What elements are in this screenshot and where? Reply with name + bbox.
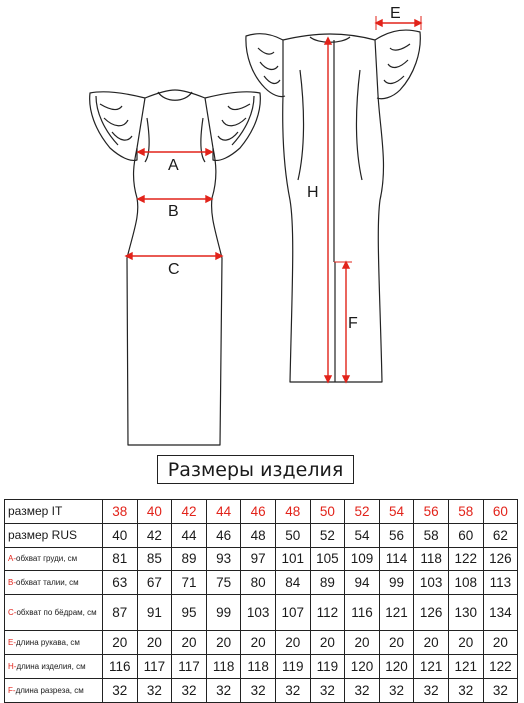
table-cell: 89: [310, 571, 345, 595]
table-row: [5, 500, 518, 524]
table-cell: 32: [103, 678, 138, 702]
table-cell: 58: [448, 500, 483, 524]
table-row: [5, 654, 518, 678]
table-cell: 32: [448, 678, 483, 702]
table-cell: 54: [379, 500, 414, 524]
table-cell: 121: [414, 654, 449, 678]
label-b: B: [168, 203, 179, 220]
label-h: H: [307, 184, 319, 201]
table-cell: 46: [241, 500, 276, 524]
back-sleeve-right: [375, 30, 420, 99]
table-cell: 113: [483, 571, 518, 595]
table-cell: 116: [345, 595, 380, 631]
table-cell: 42: [137, 523, 172, 547]
table-cell: 117: [137, 654, 172, 678]
table-cell: 20: [483, 631, 518, 655]
label-a: A: [168, 157, 179, 174]
table-cell: 87: [103, 595, 138, 631]
table-cell: 40: [137, 500, 172, 524]
table-cell: 99: [379, 571, 414, 595]
row-label: [5, 500, 103, 524]
table-cell: 108: [448, 571, 483, 595]
label-e: E: [390, 5, 401, 22]
label-c: C: [168, 261, 180, 278]
table-cell: 32: [414, 678, 449, 702]
table-cell: 118: [206, 654, 241, 678]
row-label-text: обхват по бёдрам, см: [16, 608, 97, 618]
table-cell: 42: [172, 500, 207, 524]
table-cell: 103: [414, 571, 449, 595]
table-row: [5, 523, 518, 547]
table-cell: 48: [241, 523, 276, 547]
back-sleeve-left: [246, 34, 285, 97]
table-cell: 56: [414, 500, 449, 524]
table-cell: 71: [172, 571, 207, 595]
table-cell: 67: [137, 571, 172, 595]
table-cell: 122: [483, 654, 518, 678]
table-cell: 52: [310, 523, 345, 547]
row-label: [5, 523, 103, 547]
table-row: [5, 631, 518, 655]
table-cell: 20: [414, 631, 449, 655]
table-cell: 107: [275, 595, 310, 631]
table-cell: 97: [241, 547, 276, 571]
row-letter: В-: [8, 578, 16, 588]
table-cell: 32: [172, 678, 207, 702]
table-cell: 81: [103, 547, 138, 571]
table-cell: 44: [206, 500, 241, 524]
table-cell: 62: [483, 523, 518, 547]
table-row: [5, 547, 518, 571]
table-cell: 32: [241, 678, 276, 702]
table-cell: 32: [345, 678, 380, 702]
row-label: [5, 547, 103, 571]
table-cell: 58: [414, 523, 449, 547]
table-cell: 105: [310, 547, 345, 571]
dimension-line-b: [138, 196, 212, 202]
table-cell: 20: [241, 631, 276, 655]
row-label: [5, 571, 103, 595]
table-cell: 20: [379, 631, 414, 655]
table-cell: 20: [275, 631, 310, 655]
page-title: Размеры изделия: [157, 455, 354, 484]
table-cell: 99: [206, 595, 241, 631]
table-cell: 20: [345, 631, 380, 655]
table-cell: 32: [483, 678, 518, 702]
table-cell: 101: [275, 547, 310, 571]
table-cell: 40: [103, 523, 138, 547]
table-cell: 50: [275, 523, 310, 547]
front-sleeve-right: [205, 92, 260, 161]
table-cell: 20: [172, 631, 207, 655]
table-cell: 54: [345, 523, 380, 547]
table-cell: 75: [206, 571, 241, 595]
table-cell: 20: [206, 631, 241, 655]
table-cell: 44: [172, 523, 207, 547]
table-cell: 122: [448, 547, 483, 571]
row-letter: F-: [8, 685, 16, 695]
table-cell: 109: [345, 547, 380, 571]
table-cell: 93: [206, 547, 241, 571]
row-label-text: длина рукава, см: [16, 638, 80, 648]
table-cell: 32: [275, 678, 310, 702]
table-cell: 46: [206, 523, 241, 547]
table-row: [5, 571, 518, 595]
table-cell: 50: [310, 500, 345, 524]
table-cell: 20: [103, 631, 138, 655]
row-label-text: длина изделия, см: [16, 661, 86, 671]
table-cell: 120: [345, 654, 380, 678]
table-cell: 103: [241, 595, 276, 631]
table-cell: 80: [241, 571, 276, 595]
row-label: [5, 595, 103, 631]
row-label: [5, 631, 103, 655]
row-label-text: длина разреза, см: [15, 685, 84, 695]
dimension-line-c: [126, 253, 222, 259]
table-cell: 52: [345, 500, 380, 524]
table-cell: 63: [103, 571, 138, 595]
table-cell: 60: [483, 500, 518, 524]
row-letter: Е-: [8, 638, 16, 648]
table-cell: 116: [103, 654, 138, 678]
row-label-text: обхват груди, см: [16, 554, 78, 564]
table-cell: 20: [137, 631, 172, 655]
table-row: [5, 595, 518, 631]
row-letter: А-: [8, 554, 16, 564]
table-cell: 118: [241, 654, 276, 678]
table-cell: 89: [172, 547, 207, 571]
table-cell: 32: [310, 678, 345, 702]
row-label: [5, 654, 103, 678]
size-table: [4, 499, 518, 703]
table-cell: 121: [448, 654, 483, 678]
back-dress-outline: [283, 34, 384, 382]
table-cell: 126: [483, 547, 518, 571]
table-cell: 48: [275, 500, 310, 524]
table-cell: 20: [448, 631, 483, 655]
table-cell: 119: [275, 654, 310, 678]
front-sleeve-left: [90, 92, 145, 161]
table-cell: 56: [379, 523, 414, 547]
table-cell: 120: [379, 654, 414, 678]
table-cell: 114: [379, 547, 414, 571]
dimension-line-h: [325, 38, 331, 382]
table-cell: 84: [275, 571, 310, 595]
table-cell: 95: [172, 595, 207, 631]
row-letter: С-: [8, 608, 17, 618]
table-cell: 119: [310, 654, 345, 678]
table-cell: 91: [137, 595, 172, 631]
table-cell: 117: [172, 654, 207, 678]
table-cell: 85: [137, 547, 172, 571]
table-cell: 126: [414, 595, 449, 631]
row-label-text: размер IT: [8, 503, 63, 518]
row-label-text: обхват талии, см: [16, 578, 79, 588]
label-f: F: [348, 315, 358, 332]
table-cell: 130: [448, 595, 483, 631]
table-cell: 118: [414, 547, 449, 571]
table-cell: 60: [448, 523, 483, 547]
table-cell: 134: [483, 595, 518, 631]
table-cell: 121: [379, 595, 414, 631]
table-cell: 112: [310, 595, 345, 631]
row-label-text: размер RUS: [8, 527, 77, 542]
table-cell: 94: [345, 571, 380, 595]
table-cell: 32: [206, 678, 241, 702]
table-cell: 20: [310, 631, 345, 655]
table-cell: 38: [103, 500, 138, 524]
table-cell: 32: [137, 678, 172, 702]
row-letter: Н-: [8, 661, 17, 671]
table-cell: 32: [379, 678, 414, 702]
